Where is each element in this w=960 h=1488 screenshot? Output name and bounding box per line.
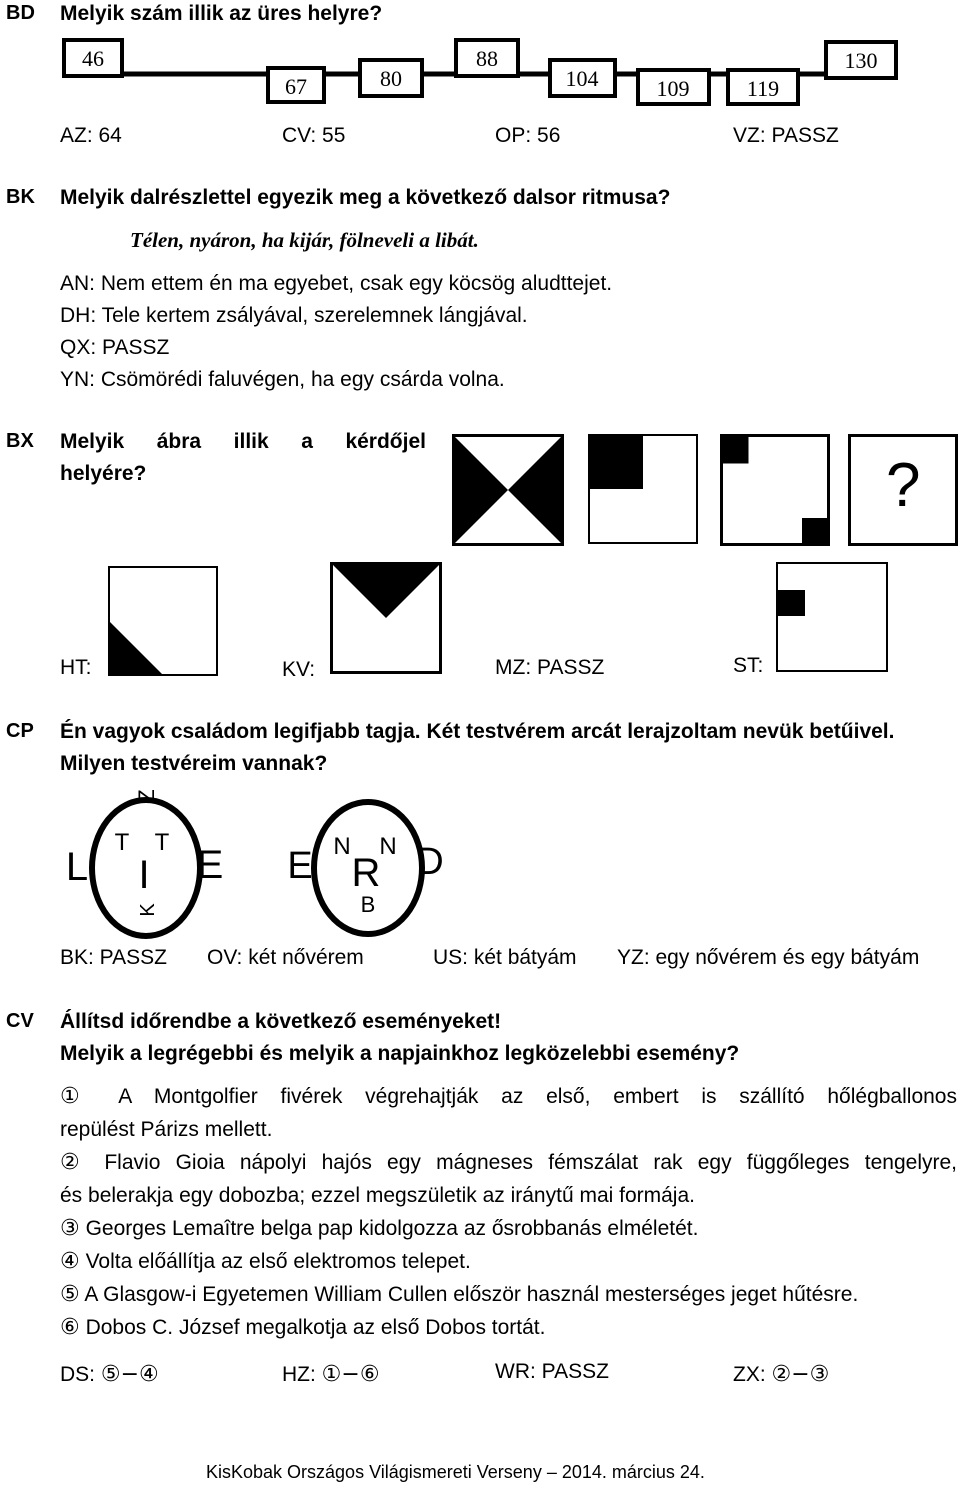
- answer-option-zx[interactable]: [733, 1362, 829, 1387]
- event-number: ⑥: [60, 1315, 80, 1340]
- question-text-cont: helyére?: [60, 462, 147, 485]
- face-letter: Z: [134, 789, 159, 803]
- face-letter: D: [416, 841, 444, 883]
- answer-option[interactable]: QX: PASSZ: [60, 336, 170, 359]
- answer-option-hz[interactable]: [282, 1362, 380, 1387]
- answer-option[interactable]: ST:: [733, 654, 764, 677]
- square-figure-corner-blocks: [720, 434, 830, 546]
- letter-face-2: [287, 798, 450, 938]
- answer-value: ②−③: [771, 1362, 830, 1387]
- question-text: Melyik ábra illik a kérdőjel: [60, 430, 426, 453]
- answer-label: ZX:: [733, 1363, 766, 1386]
- event-item: [60, 1245, 957, 1278]
- question-code: BX: [6, 430, 34, 452]
- face-letter: N: [379, 833, 397, 860]
- event-number: ⑤: [60, 1282, 80, 1307]
- answer-option[interactable]: HT:: [60, 656, 92, 679]
- answer-option[interactable]: DH: Tele kertem zsályával, szerelemnek lángjával.: [60, 304, 528, 327]
- event-item: [60, 1080, 957, 1146]
- question-text: Én vagyok családom legifjabb tagja. Két testvérem arcát lerajzoltam nevük betűivel.: [60, 720, 895, 743]
- event-text: Dobos C. József megalkotja az első Dobos tortát.: [85, 1316, 546, 1339]
- answer-option[interactable]: AN: Nem ettem én ma egyebet, csak egy köcsög aludttejet.: [60, 272, 613, 295]
- question-code: CP: [6, 720, 34, 742]
- question-mark: ?: [886, 451, 921, 520]
- answer-option[interactable]: MZ: PASSZ: [495, 656, 605, 679]
- event-text: Volta előállítja az első elektromos telepet.: [85, 1250, 471, 1273]
- chain-number: 104: [565, 66, 599, 91]
- answer-option[interactable]: CV: 55: [282, 124, 346, 147]
- face-letter: T: [154, 829, 170, 856]
- answer-option[interactable]: YN: Csömörédi faluvégen, ha egy csárda volna.: [60, 368, 505, 391]
- face-letter: R: [351, 851, 381, 895]
- face-letter: N: [333, 833, 351, 860]
- answer-label: WR: PASSZ: [495, 1360, 609, 1383]
- question-text: Melyik dalrészlettel egyezik meg a következő dalsor ritmusa?: [60, 186, 671, 209]
- event-text: A Glasgow-i Egyetemen William Cullen először használ mesterséges jeget hűtésre.: [84, 1283, 859, 1306]
- event-number: ③: [60, 1216, 80, 1241]
- chain-number: 67: [285, 74, 307, 99]
- event-text-cont: és belerakja egy dobozba; ezzel megszületik az iránytű mai formája.: [60, 1184, 695, 1207]
- answer-option[interactable]: VZ: PASSZ: [733, 124, 839, 147]
- letter-face-1: [66, 784, 226, 940]
- chain-number: 80: [380, 66, 402, 91]
- chain-number: 119: [746, 76, 780, 101]
- face-letter: E: [196, 843, 224, 887]
- answer-option-ds[interactable]: [60, 1362, 159, 1387]
- chain-number: 46: [82, 46, 104, 71]
- event-text: Georges Lemaître belga pap kidolgozza az ősrobbanás elméletét.: [85, 1217, 699, 1240]
- chain-number: 88: [476, 46, 498, 71]
- answer-figure-ht[interactable]: [108, 566, 218, 676]
- answer-option[interactable]: AZ: 64: [60, 124, 122, 147]
- event-number: ①: [60, 1084, 97, 1109]
- answer-option[interactable]: YZ: egy nővérem és egy bátyám: [617, 946, 920, 969]
- question-text: Állítsd időrendbe a következő eseményeket!: [60, 1010, 502, 1033]
- answer-figure-st[interactable]: [776, 562, 888, 672]
- event-item: [60, 1278, 957, 1311]
- answer-option-wr[interactable]: [495, 1360, 609, 1384]
- event-item: [60, 1311, 957, 1344]
- answer-value: ①−⑥: [321, 1362, 380, 1387]
- face-letter: B: [360, 892, 376, 917]
- answer-option[interactable]: KV:: [282, 658, 316, 681]
- event-number: ②: [60, 1150, 90, 1175]
- square-figure-topleft-block: [588, 434, 698, 544]
- event-text: Flavio Gioia nápolyi hajós egy mágneses fémszálat rak egy függőleges tengelyre,: [104, 1151, 957, 1174]
- question-code: BD: [6, 2, 35, 24]
- event-text: A Montgolfier fivérek végrehajtják az első, embert is szállító hőlégballonos: [118, 1085, 957, 1108]
- song-line: Télen, nyáron, ha kijár, fölneveli a libát.: [130, 228, 479, 252]
- event-item: [60, 1146, 957, 1212]
- face-letter: L: [65, 845, 89, 889]
- answer-option[interactable]: US: két bátyám: [433, 946, 577, 969]
- answer-option[interactable]: BK: PASSZ: [60, 946, 167, 969]
- answer-option[interactable]: OP: 56: [495, 124, 561, 147]
- chain-number: 130: [844, 48, 878, 73]
- answer-value: ⑤−④: [100, 1362, 159, 1387]
- face-letter: I: [138, 853, 150, 897]
- question-text-cont: Melyik a legrégebbi és melyik a napjainkhoz legközelebbi esemény?: [60, 1042, 740, 1065]
- question-text: Melyik szám illik az üres helyre?: [60, 2, 383, 25]
- question-code: CV: [6, 1010, 34, 1032]
- answer-label: DS:: [60, 1363, 96, 1386]
- chain-number: 109: [656, 76, 690, 101]
- answer-label: HZ:: [282, 1363, 316, 1386]
- answer-option[interactable]: OV: két nővérem: [207, 946, 364, 969]
- event-number: ④: [60, 1249, 80, 1274]
- face-letter: T: [114, 829, 130, 856]
- page-footer: KisKobak Országos Világismereti Verseny – 2014. március 24.: [206, 1462, 705, 1482]
- number-chain-figure: [60, 36, 900, 106]
- bowtie-figure: [452, 434, 564, 546]
- question-code: BK: [6, 186, 35, 208]
- answer-figure-kv[interactable]: [330, 562, 442, 674]
- face-letter: K: [137, 903, 159, 917]
- question-text-cont: Milyen testvéreim vannak?: [60, 752, 328, 775]
- event-text-cont: repülést Párizs mellett.: [60, 1118, 273, 1141]
- event-item: [60, 1212, 957, 1245]
- face-letter: E: [287, 845, 313, 887]
